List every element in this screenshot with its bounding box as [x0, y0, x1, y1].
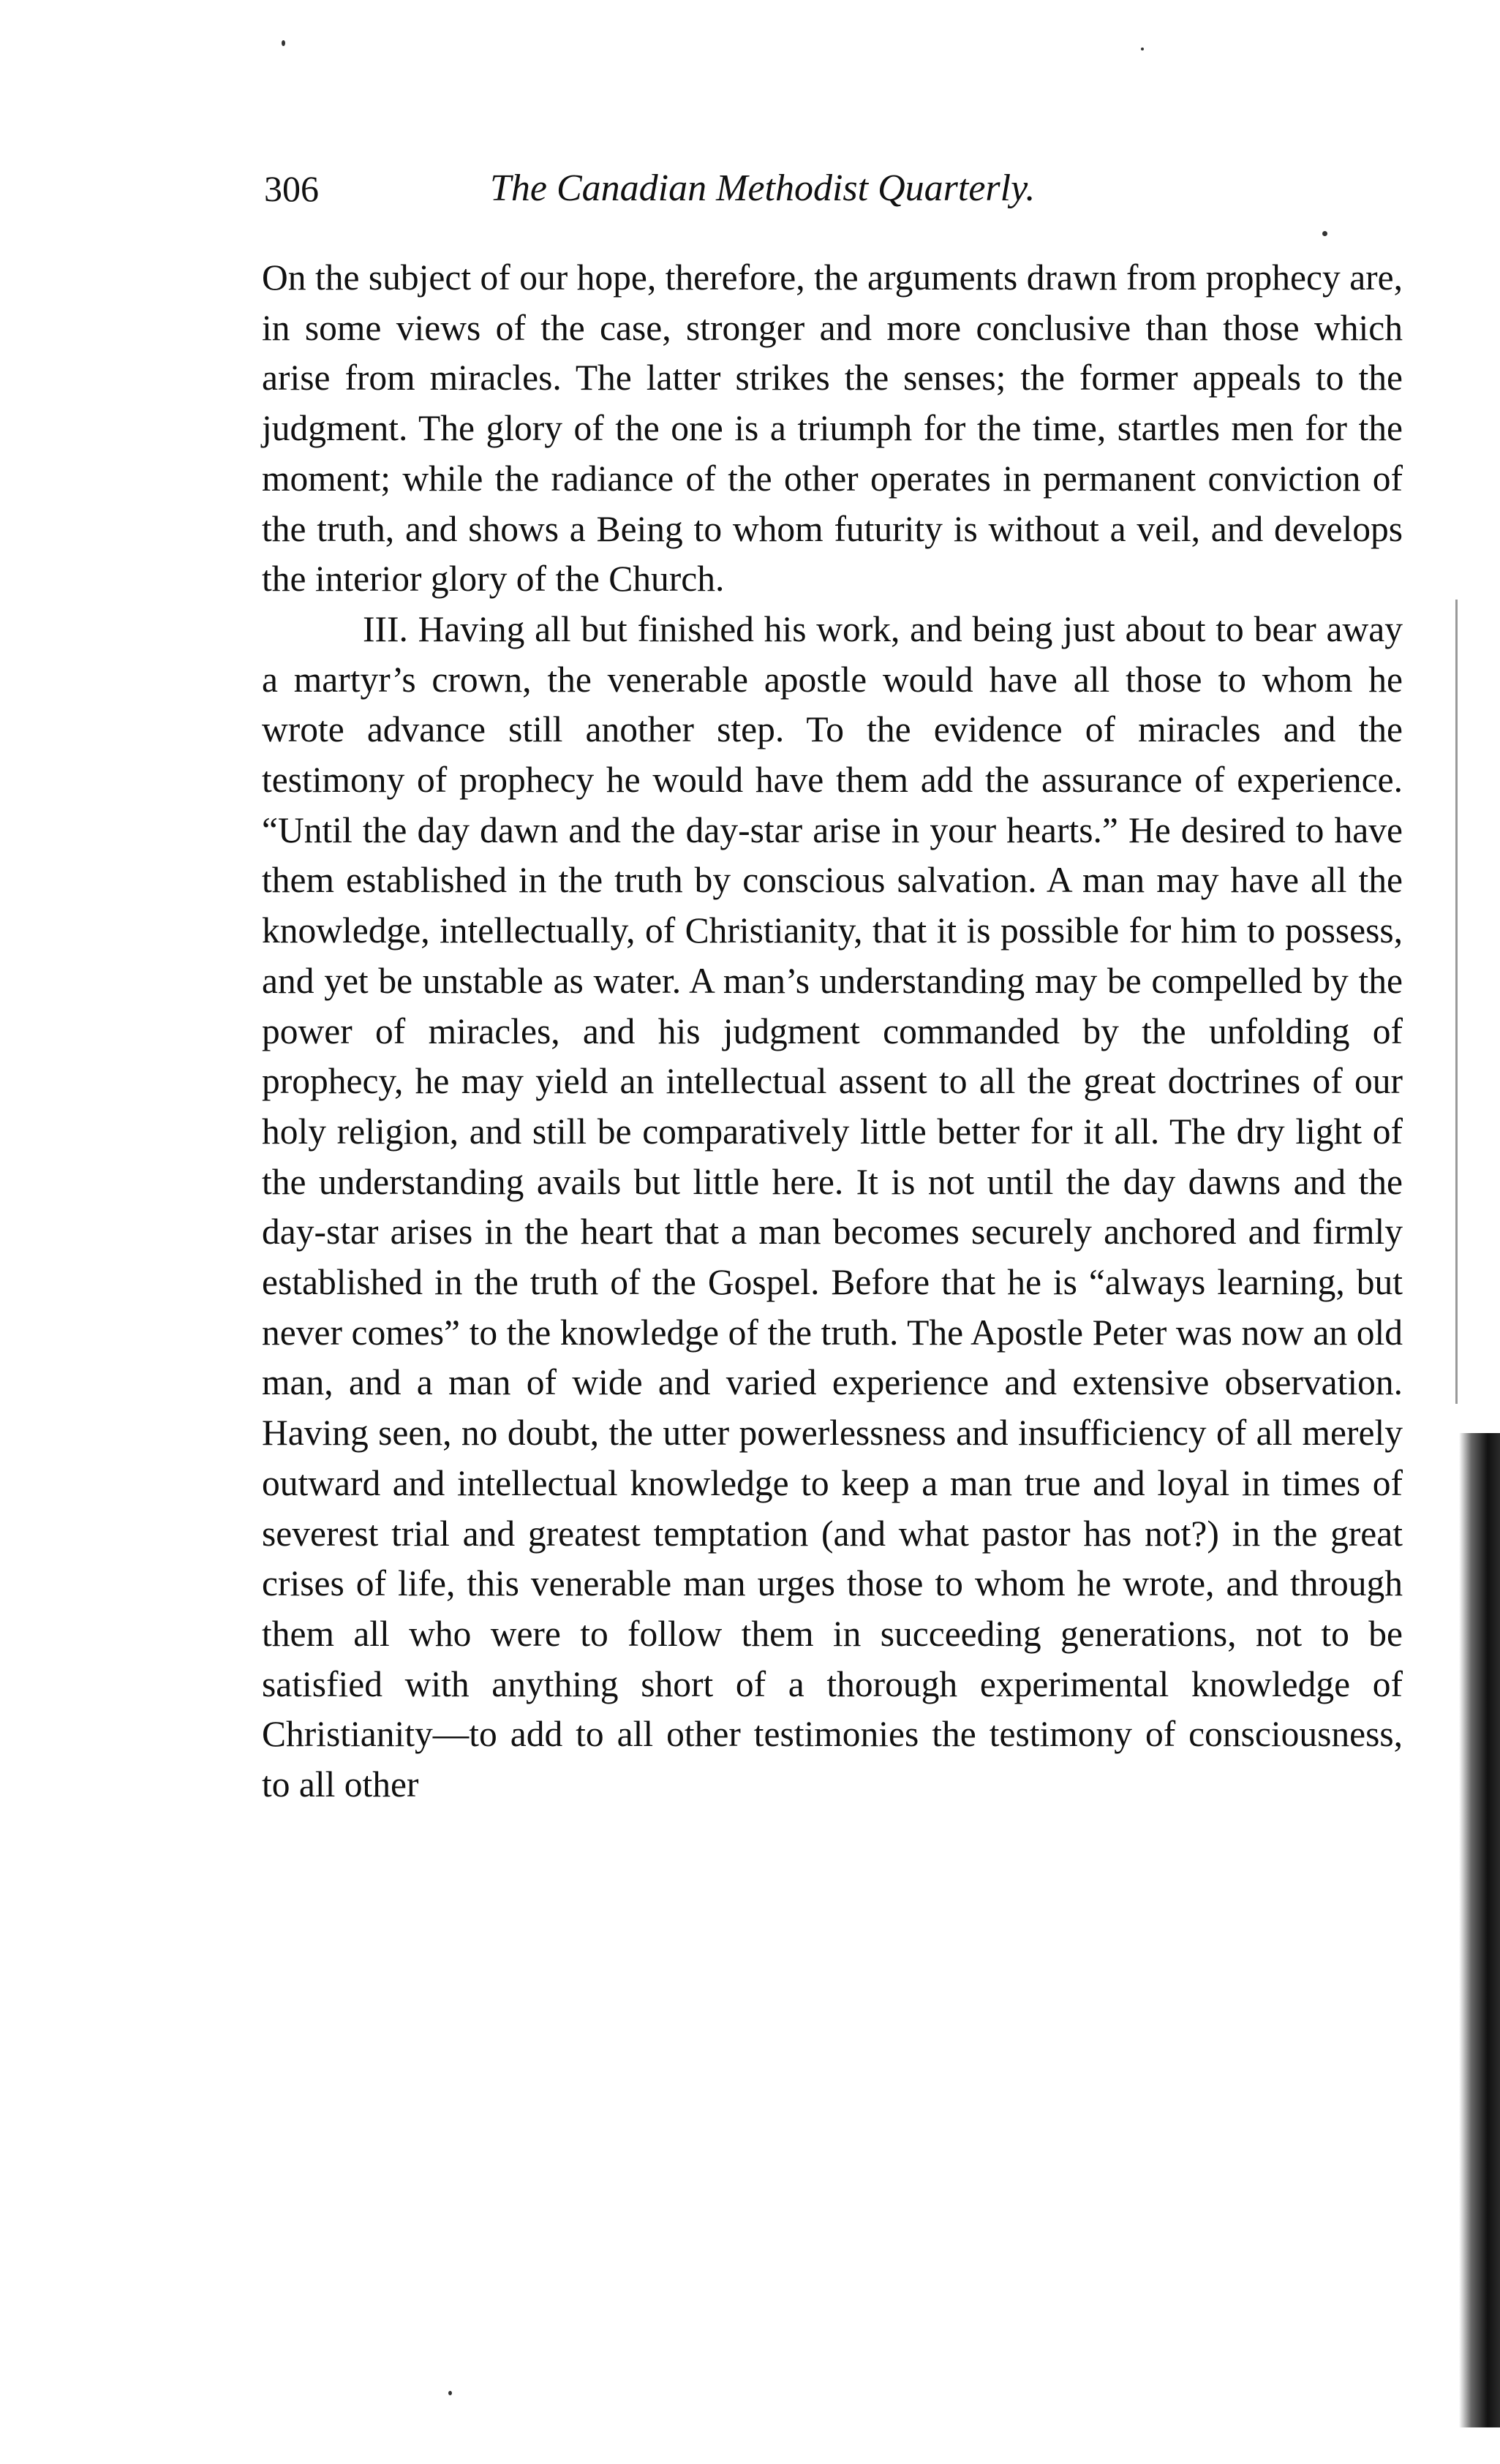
binding-shadow: [1459, 1433, 1500, 2427]
running-head: [264, 167, 1178, 211]
scan-speck: [448, 2391, 452, 2395]
scan-speck: [1322, 231, 1327, 236]
paragraph-experience: III. Having all but finished his work, and being just about to bear away a martyr’s crown, the venerable apostle would have all those to whom he wrote advance still another step. To the evidence of miracles and the testimony of prophecy he would have them add the assurance of experience. “Until the day dawn and the day-star arise in your hearts.” He desired to have them established in the truth by conscious salvation. A man may have all the knowledge, intellectually, of Christianity, that it is possible for him to possess, and yet be unstable as water. A man’s understanding may be compelled by the power of miracles, and his judgment commanded by the unfolding of prophecy, he may yield an intellectual assent to all the great doctrines of our holy religion, and still be comparatively little better for it all. The dry light of the understanding avails but little here. It is not until the day dawns and the day-star arises in the heart that a man becomes securely anchored and firmly established in the truth of the Gospel. Before that he is “always learning, but never comes” to the knowledge of the truth. The Apostle Peter was now an old man, and a man of wide and varied experience and extensive observation. Having seen, no doubt, the utter powerlessness and insufficiency of all merely outward and intellectual knowledge to keep a man true and loyal in times of severest trial and greatest temptation (and what pastor has not?) in the great crises of life, this venerable man urges those to whom he wrote, and through them all who were to follow them in succeeding generations, not to be satisfied with anything short of a thorough experimental knowledge of Christianity—to add to all other testimonies the testimony of consciousness, to all other: [262, 608, 1403, 1805]
article-body: [262, 253, 1403, 1810]
scan-speck: [1141, 48, 1144, 50]
journal-title: The Canadian Methodist Quarterly.: [490, 167, 1036, 209]
scan-speck: [282, 40, 285, 46]
page-edge-line: [1455, 600, 1458, 1404]
paragraph-hope-prophecy: On the subject of our hope, therefore, the arguments drawn from prophecy are, in some views of the case, stronger and more conclusive than those which arise from miracles. The latter strikes the senses; the former appeals to the judgment. The glory of the one is a triumph for the time, startles men for the moment; while the radiance of the other operates in permanent conviction of the truth, and shows a Being to whom futurity is without a veil, and develops the interior glory of the Church.: [262, 257, 1403, 600]
page-number: 306: [264, 168, 319, 209]
